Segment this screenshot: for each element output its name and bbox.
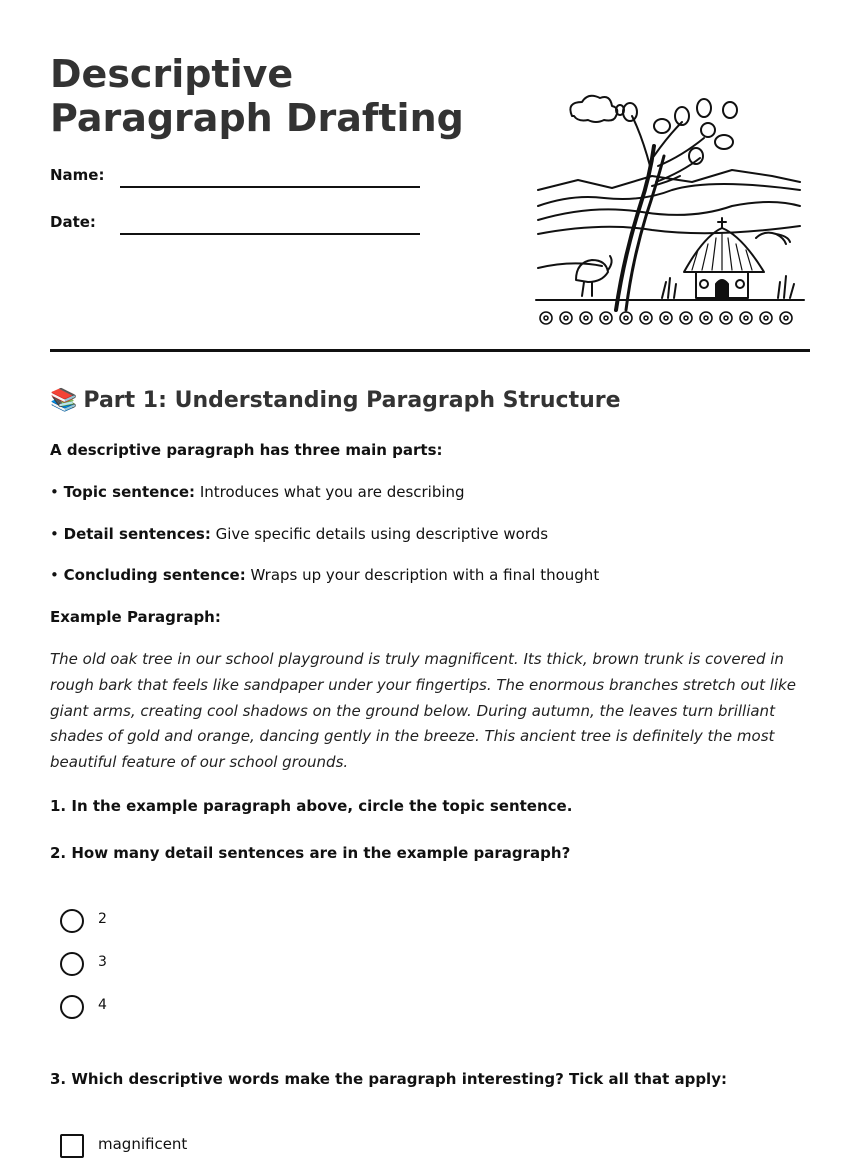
leaf-shape xyxy=(723,102,737,118)
hut-thatch-shape xyxy=(692,234,752,270)
question-3: 3. Which descriptive words make the paragraph interesting? Tick all that apply: xyxy=(50,1070,727,1088)
section-divider xyxy=(50,349,810,352)
books-icon: 📚 xyxy=(50,388,78,413)
date-field-line[interactable] xyxy=(120,233,420,235)
part1-heading xyxy=(50,388,621,413)
example-paragraph: The old oak tree in our school playground is truly magnificent. Its thick, brown trunk is covered in rough bark that feels like sandpaper under your fingertips. The enormous branches stretch out like giant arms, creating cool shadows on the ground below. During autumn, the leaves turn brilliant shades of gold and orange, dancing gently in the breeze. This ancient tree is definitely the most beautiful feature of our school grounds. xyxy=(50,650,797,772)
tree-branch-shape xyxy=(654,122,682,156)
leaf-shape xyxy=(701,123,715,137)
structure-intro: A descriptive paragraph has three main parts: xyxy=(50,441,443,459)
tree-branch-shape xyxy=(632,116,650,166)
bullet-term: Topic sentence: xyxy=(63,483,196,501)
bullet-concluding-sentence: • Concluding sentence: Wraps up your description with a final thought xyxy=(50,566,600,584)
name-label: Name: xyxy=(50,166,105,184)
part1-title: Part 1: Understanding Paragraph Structure xyxy=(83,388,621,413)
radio-button[interactable] xyxy=(60,995,84,1019)
leaf-shape xyxy=(715,135,733,149)
checkbox[interactable] xyxy=(60,1134,84,1158)
hut-door-shape xyxy=(716,280,728,298)
village-tree-illustration xyxy=(532,86,808,330)
hut-finial-shape xyxy=(718,218,726,228)
bullet-topic-sentence: • Topic sentence: Introduces what you are describing xyxy=(50,483,465,501)
bullet-detail-sentences: • Detail sentences: Give specific details using descriptive words xyxy=(50,525,549,543)
hill-line-shape xyxy=(538,226,800,234)
option-label: 3 xyxy=(98,954,107,970)
hut-roof-shape xyxy=(684,228,764,272)
name-field-line[interactable] xyxy=(120,186,420,188)
hill-line-shape xyxy=(538,202,800,220)
cloud-shape xyxy=(570,96,617,122)
option-label: 2 xyxy=(98,911,107,927)
option-label: 4 xyxy=(98,997,107,1013)
leaf-shape xyxy=(697,99,711,117)
leaf-shape xyxy=(623,103,637,121)
page-title: Descriptive Paragraph Drafting xyxy=(50,52,464,140)
question-2: 2. How many detail sentences are in the example paragraph? xyxy=(50,844,571,862)
bird-shape xyxy=(756,233,790,244)
grass-shape xyxy=(778,276,794,298)
radio-button[interactable] xyxy=(60,909,84,933)
bullet-text: Give specific details using descriptive words xyxy=(215,525,549,543)
radio-button[interactable] xyxy=(60,952,84,976)
hut-spiral-shape xyxy=(700,280,708,288)
option-label: magnificent xyxy=(98,1135,188,1153)
bullet-text: Introduces what you are describing xyxy=(199,483,465,501)
hut-spiral-shape xyxy=(736,280,744,288)
date-label: Date: xyxy=(50,213,96,231)
hill-line-shape xyxy=(538,263,602,268)
bullet-term: Concluding sentence: xyxy=(63,566,246,584)
bullet-term: Detail sentences: xyxy=(63,525,211,543)
example-heading: Example Paragraph: xyxy=(50,608,221,626)
bullet-text: Wraps up your description with a final thought xyxy=(250,566,600,584)
grass-shape xyxy=(662,278,676,298)
leaf-shape xyxy=(654,119,670,133)
question-1: 1. In the example paragraph above, circle the topic sentence. xyxy=(50,797,573,815)
spiral-border xyxy=(540,312,792,324)
